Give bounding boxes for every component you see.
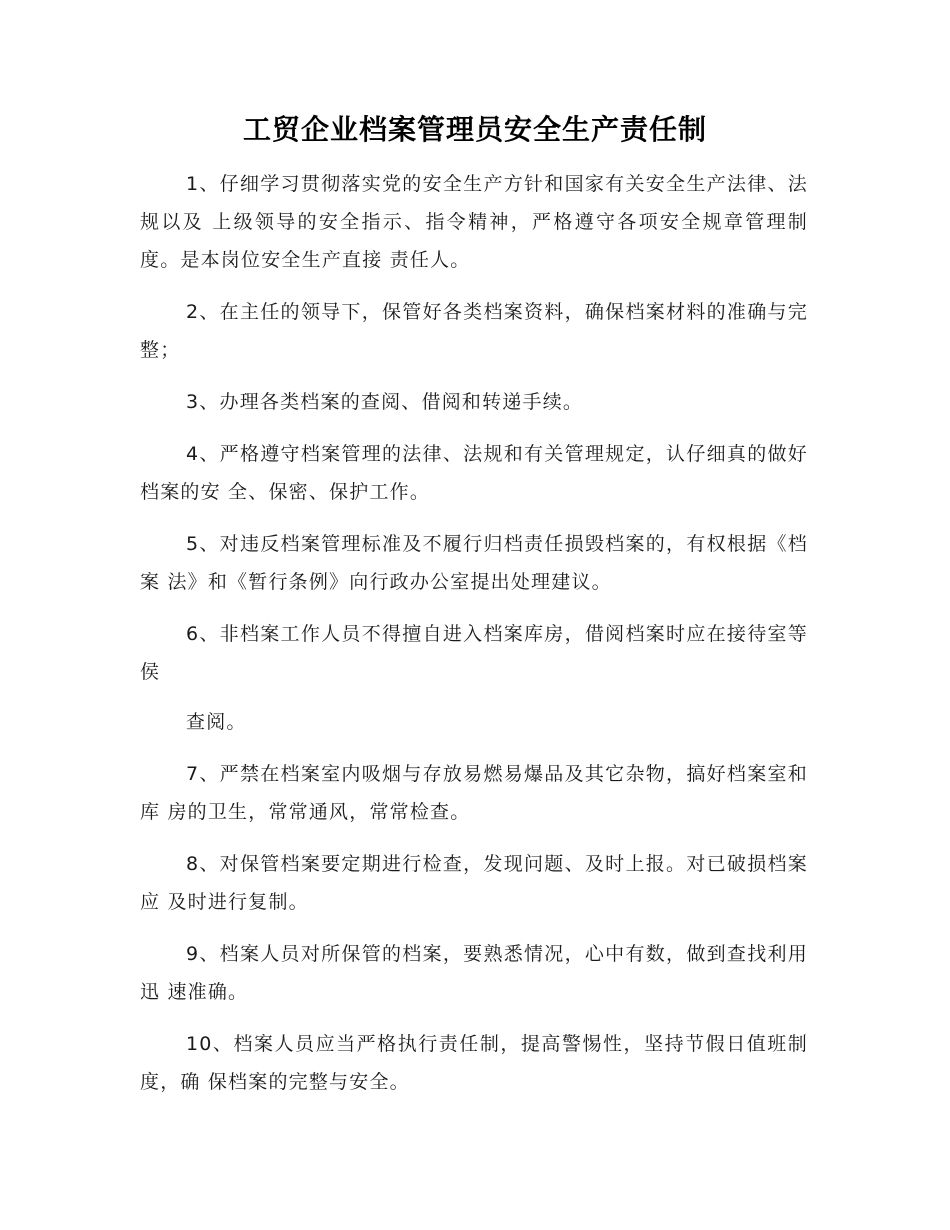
- document-title: 工贸企业档案管理员安全生产责任制: [242, 113, 707, 146]
- paragraph-6-continuation: 查阅。: [186, 711, 247, 733]
- paragraph-7: 7、严禁在档案室内吸烟与存放易燃易爆品及其它杂物，搞好档案室和库 房的卫生，常常通风，常常检查。: [140, 763, 808, 823]
- paragraph-4: 4、严格遵守档案管理的法律、法规和有关管理规定，认仔细真的做好档案的安 全、保密、保护工作。: [140, 443, 808, 503]
- paragraph-2: 2、在主任的领导下，保管好各类档案资料，确保档案材料的准确与完整；: [140, 301, 808, 361]
- paragraph-10: 10、档案人员应当严格执行责任制，提高警惕性，坚持节假日值班制度，确 保档案的完整与安全。: [140, 1033, 808, 1093]
- document-body: [140, 165, 808, 1115]
- paragraph-1: 1、仔细学习贯彻落实党的安全生产方针和国家有关安全生产法律、法规以及 上级领导的安全指示、指令精神，严格遵守各项安全规章管理制度。是本岗位安全生产直接 责任人。: [140, 173, 808, 271]
- paragraph-5: 5、对违反档案管理标准及不履行归档责任损毁档案的，有权根据《档案 法》和《暂行条例》向行政办公室提出处理建议。: [140, 533, 808, 593]
- paragraph-8: 8、对保管档案要定期进行检查，发现问题、及时上报。对已破损档案应 及时进行复制。: [140, 853, 808, 913]
- paragraph-3: 3、办理各类档案的查阅、借阅和转递手续。: [186, 391, 584, 413]
- paragraph-6: 6、非档案工作人员不得擅自进入档案库房，借阅档案时应在接待室等侯: [140, 623, 808, 683]
- paragraph-9: 9、档案人员对所保管的档案，要熟悉情况，心中有数，做到查找利用迅 速准确。: [140, 943, 808, 1003]
